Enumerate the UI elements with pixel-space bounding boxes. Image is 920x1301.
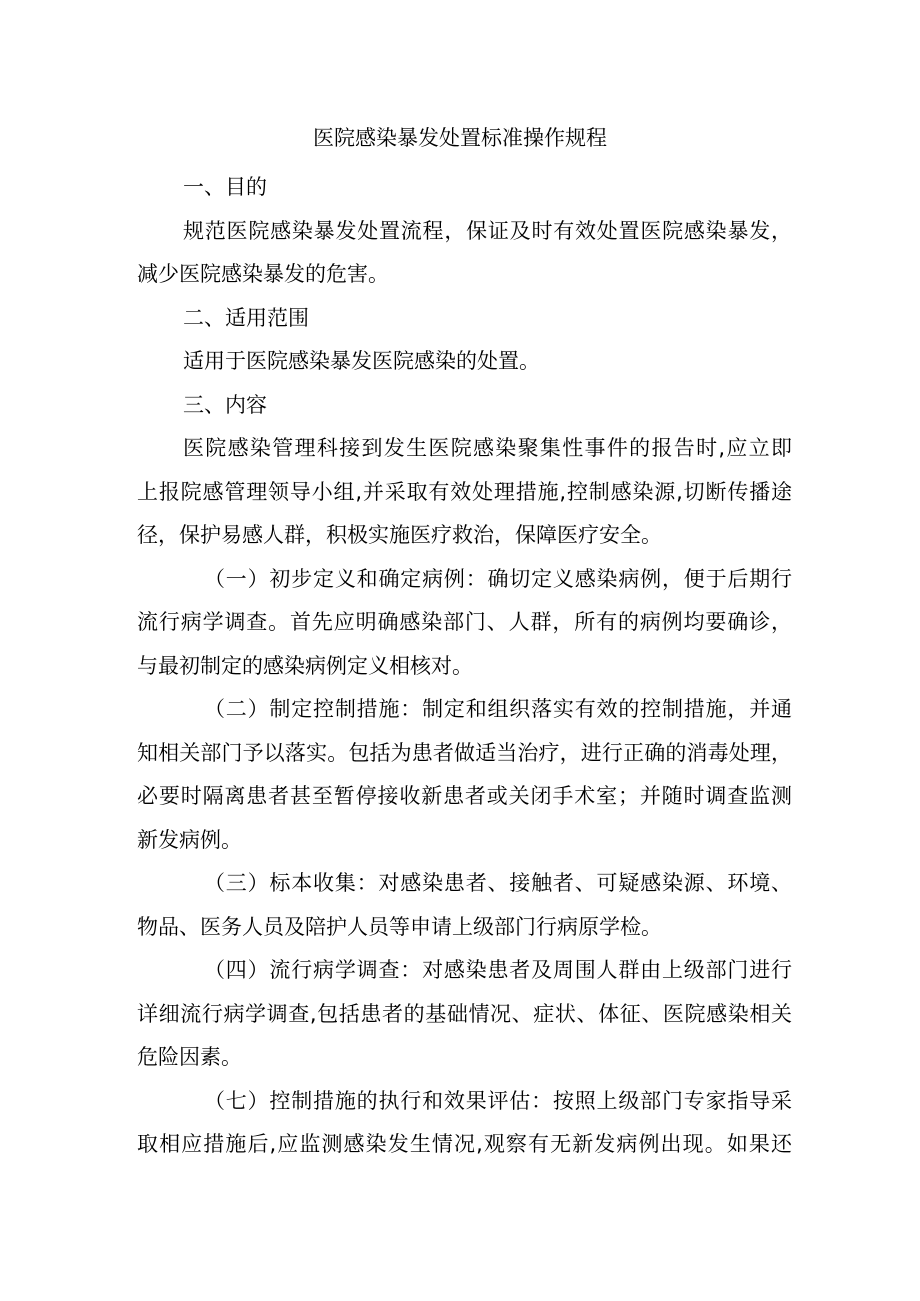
item-line-7: （七）控制措施的执行和效果评估：按照上级部门专家指导采: [204, 1088, 792, 1113]
section-heading-purpose: 一、目的: [183, 175, 267, 199]
section-heading-content: 三、内容: [183, 392, 267, 417]
item-line-1: 流行病学调查。首先应明确感染部门、人群，所有的病例均要确诊，: [137, 610, 792, 634]
document-title: 医院感染暴发处置标准操作规程: [313, 126, 607, 150]
item-line-4: 详细流行病学调查,包括患者的基础情况、症状、体征、医院感染相关: [137, 1001, 792, 1026]
item-line-7: 取相应措施后,应监测感染发生情况,观察有无新发病例出现。如果还: [137, 1132, 792, 1156]
paragraph-line: 规范医院感染暴发处置流程，保证及时有效处置医院感染暴发，: [183, 218, 792, 243]
item-line-2: 必要时隔离患者甚至暂停接收新患者或关闭手术室；并随时调查监测: [137, 784, 792, 808]
paragraph-line: 上报院感管理领导小组,并采取有效处理措施,控制感染源,切断传播途: [137, 479, 792, 504]
paragraph-line: 适用于医院感染暴发医院感染的处置。: [183, 349, 540, 373]
paragraph-line: 减少医院感染暴发的危害。: [137, 262, 389, 286]
item-line-2: （二）制定控制措施：制定和组织落实有效的控制措施，并通: [204, 697, 792, 721]
paragraph-line: 径，保护易感人群，积极实施医疗救治，保障医疗安全。: [137, 523, 662, 547]
item-line-2: 新发病例。: [137, 827, 242, 852]
item-line-1: 与最初制定的感染病例定义相核对。: [137, 653, 473, 678]
item-line-3: （三）标本收集：对感染患者、接触者、可疑感染源、环境、: [204, 871, 792, 895]
paragraph-line: 医院感染管理科接到发生医院感染聚集性事件的报告时,应立即: [183, 436, 792, 460]
item-line-1: （一）初步定义和确定病例：确切定义感染病例，便于后期行: [204, 566, 792, 591]
document-body: [137, 166, 792, 1167]
item-line-2: 知相关部门予以落实。包括为患者做适当治疗，进行正确的消毒处理，: [137, 740, 792, 765]
item-line-4: 危险因素。: [137, 1045, 242, 1069]
item-line-4: （四）流行病学调查：对感染患者及周围人群由上级部门进行: [204, 958, 792, 982]
item-line-3: 物品、医务人员及陪护人员等申请上级部门行病原学检。: [137, 914, 662, 939]
section-heading-scope: 二、适用范围: [183, 305, 309, 330]
